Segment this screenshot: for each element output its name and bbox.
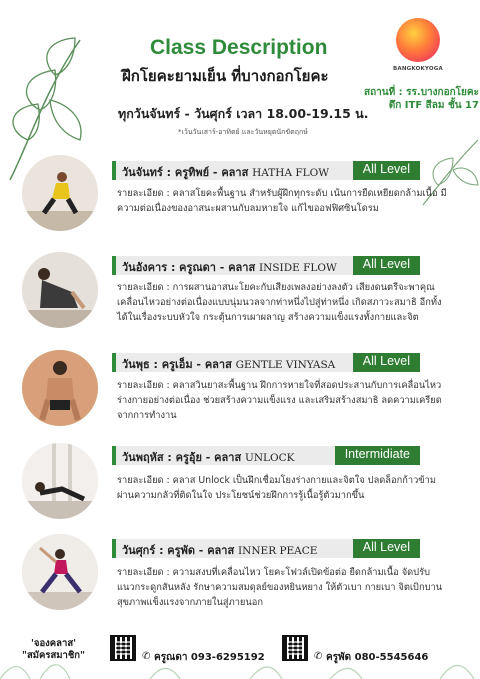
- qr-code-phat[interactable]: [282, 635, 308, 661]
- class-header-text: วันศุกร์ : ครูพัด - คลาส INNER PEACE: [122, 544, 318, 557]
- instructor-photo: [22, 534, 98, 610]
- phone-icon: ✆: [314, 651, 323, 662]
- level-badge: All Level: [353, 161, 420, 180]
- instructor-photo: [22, 155, 98, 231]
- contact-ndaa: ครูณดา 093-6295192: [154, 652, 265, 663]
- page-subtitle: ฝึกโยคะยามเย็น ที่บางกอกโยคะ: [122, 67, 329, 85]
- bangkokyoga-logo: [396, 18, 440, 62]
- schedule-text: ทุกวันจันทร์ - วันศุกร์ เวลา 18.00-19.15 น.: [118, 106, 369, 121]
- class-header-text: วันอังคาร : ครูณดา - คลาส INSIDE FLOW: [122, 261, 337, 274]
- instructor-photo: [22, 350, 98, 426]
- class-header-text: วันพุธ : ครูเอ็ม - คลาส GENTLE VINYASA: [122, 358, 336, 371]
- level-badge: All Level: [353, 256, 420, 275]
- class-header-bar: [112, 161, 420, 180]
- class-header-text: วันจันทร์ : ครูทิพย์ - คลาส HATHA FLOW: [122, 166, 330, 179]
- class-description: รายละเอียด : คลาสวินยาสะพื้นฐาน ฝึกการหายใจที่สอดประสานกับการเคลื่อนไหวร่างกายอย่างต่อเนื่อง ช่วยสร้างความแข็งแรง และเสริมสร้างสมาธิ ลดความเครียดจากการทำงาน: [117, 380, 442, 421]
- register-line-2: "สมัครสมาชิก": [22, 650, 86, 661]
- class-header-text: วันพฤหัส : ครูอุ้ย - คลาส UNLOCK: [122, 451, 295, 464]
- level-badge: All Level: [353, 539, 420, 558]
- class-header-bar: [112, 539, 420, 558]
- location-line-2: ตึก ITF สีลม ชั้น 17: [388, 100, 479, 111]
- location-info: [364, 86, 479, 112]
- location-line-1: สถานที่ : รร.บางกอกโยคะ: [364, 87, 479, 98]
- page-title: Class Description: [150, 36, 328, 59]
- class-header-bar: [112, 256, 420, 275]
- class-header-bar: [112, 446, 420, 465]
- contact-phat: ครูพัด 080-5545646: [326, 652, 429, 663]
- class-description: รายละเอียด : คลาสโยคะพื้นฐาน สำหรับผู้ฝึกทุกระดับ เน้นการยืดเหยียดกล้ามเนื้อ มีความต่อเนื่องของอาสนะผสานกับลมหายใจ แก้ไขออฟฟิศซินโดรม: [117, 188, 447, 214]
- level-badge: Intermidiate: [335, 446, 420, 465]
- register-line-1: 'จองคลาส': [30, 638, 77, 649]
- class-card-tuesday: [0, 252, 480, 360]
- level-badge: All Level: [353, 353, 420, 372]
- class-card-monday: [0, 155, 480, 263]
- holiday-note: *เว้นวันเสาร์-อาทิตย์ และวันหยุดนักขัตฤกษ์: [178, 128, 308, 136]
- class-description: รายละเอียด : ความสงบที่เคลื่อนไหว โยคะโฟวล์เปิดข้อต่อ ยืดกล้ามเนื้อ จัดปรับแนวกระดูกสันหลัง รักษาความสมดุลย์ของหยินหยาง ให้ตัวเบา กายเบา จิตเบิกบาน สุขภาพแข็งแรงจากภายในสู่ภายนอก: [117, 567, 443, 608]
- class-description: รายละเอียด : คลาส Unlock เป็นฝึกเชื่อมโยงร่างกายและจิตใจ ปลดล็อกก้าวข้ามผ่านความกลัวที่ติดในใจ ประโยชน์ช่วยฝึกการรู้เนื้อรู้ตัวมากขึ้น: [117, 475, 436, 501]
- logo-text: BANGKOKYOGA: [393, 66, 443, 72]
- phone-icon: ✆: [142, 651, 151, 662]
- class-header-bar: [112, 353, 420, 372]
- class-card-wednesday: [0, 350, 480, 458]
- register-text: [22, 638, 85, 662]
- instructor-photo: [22, 443, 98, 519]
- qr-code-ndaa[interactable]: [110, 635, 136, 661]
- class-card-friday: [0, 534, 480, 642]
- class-description: รายละเอียด : การผสานอาสนะโยคะกับเสียงเพลงอย่างลงตัว เสียงดนตรีจะพาคุณเคลื่อนไหวอย่างต่อเนื่องแบบนุ่มนวลจากท่าหนึ่งไปสู่ท่าหนึ่ง เกิดสภาวะสมาธิ อีกทั้งได้ในเรื่องระบบหัวใจ กระตุ้นการเผาผลาญ สร้างความแข็งแรงทั้งกายและจิต: [117, 282, 442, 323]
- instructor-photo: [22, 252, 98, 328]
